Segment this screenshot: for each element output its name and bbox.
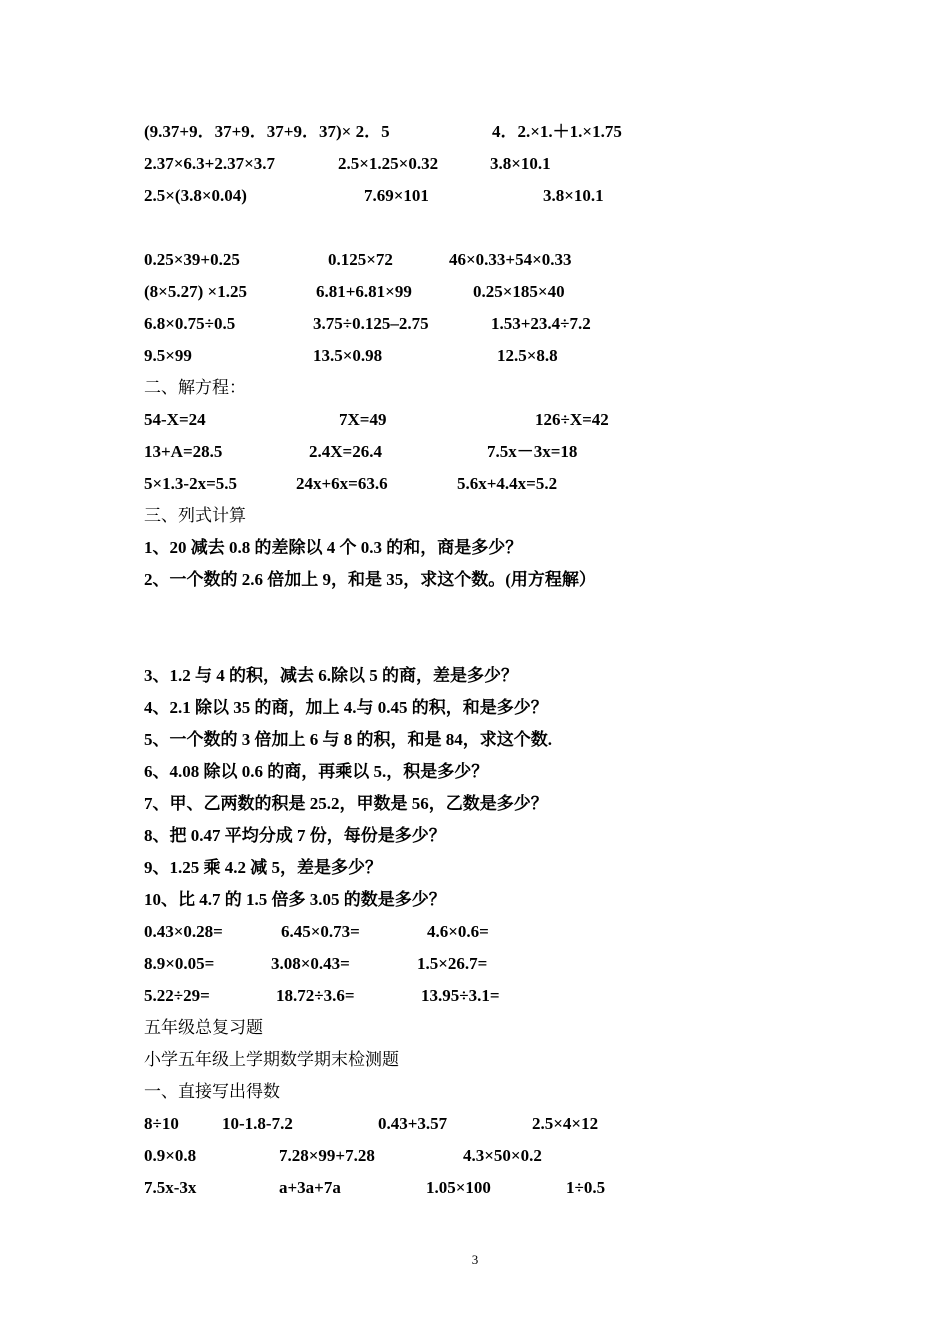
problem-line <box>0 760 950 784</box>
calc-row <box>0 184 950 208</box>
equation-item: 126÷X=42 <box>535 410 609 429</box>
vertical-item: 6.45×0.73= <box>281 922 360 941</box>
calc-item: 0.125×72 <box>328 250 393 269</box>
page-number: 3 <box>471 1252 479 1267</box>
calc-item: 4．2.×1.＋1.×1.75 <box>492 122 622 141</box>
direct-item: 0.9×0.8 <box>144 1146 197 1165</box>
problem-line <box>0 664 950 688</box>
calc-item: 6.8×0.75÷0.5 <box>144 314 236 333</box>
section-title-equations: 二、解方程： <box>144 378 246 397</box>
problem-text: 9、1.25 乘 4.2 减 5，差是多少？ <box>144 858 382 877</box>
calc-item: 6.81+6.81×99 <box>316 282 412 301</box>
problem-line <box>0 568 950 592</box>
calc-row <box>0 248 950 272</box>
direct-item: 7.28×99+7.28 <box>279 1146 375 1165</box>
calc-row <box>0 344 950 368</box>
calc-item: 0.25×185×40 <box>473 282 565 301</box>
direct-item: 0.43+3.57 <box>378 1114 448 1133</box>
vertical-row <box>0 952 950 976</box>
problem-text: 2、一个数的 2.6 倍加上 9，和是 35，求这个数。(用方程解） <box>144 570 596 589</box>
direct-row <box>0 1112 950 1136</box>
calc-item: 2.5×(3.8×0.04) <box>144 186 247 205</box>
problem-text: 8、把 0.47 平均分成 7 份，每份是多少？ <box>144 826 446 845</box>
equation-item: 13+A=28.5 <box>144 442 223 461</box>
calc-row <box>0 312 950 336</box>
direct-item: 4.3×50×0.2 <box>463 1146 542 1165</box>
problem-line <box>0 824 950 848</box>
calc-item: 9.5×99 <box>144 346 192 365</box>
problem-line <box>0 792 950 816</box>
problem-text: 1、20 减去 0.8 的差除以 4 个 0.3 的和，商是多少？ <box>144 538 523 557</box>
vertical-item: 18.72÷3.6= <box>276 986 355 1005</box>
problem-text: 4、2.1 除以 35 的商，加上 4.与 0.45 的积，和是多少？ <box>144 698 548 717</box>
equation-item: 5.6x+4.4x=5.2 <box>457 474 558 493</box>
problem-line <box>0 728 950 752</box>
problem-line <box>0 888 950 912</box>
vertical-item: 3.08×0.43= <box>271 954 350 973</box>
direct-item: 1.05×100 <box>426 1178 491 1197</box>
calc-item: 12.5×8.8 <box>497 346 558 365</box>
calc-item: 46×0.33+54×0.33 <box>449 250 572 269</box>
calc-item: 2.37×6.3+2.37×3.7 <box>144 154 276 173</box>
vertical-item: 0.43×0.28= <box>144 922 223 941</box>
calc-item: 13.5×0.98 <box>313 346 383 365</box>
vertical-row <box>0 984 950 1008</box>
calc-item: 0.25×39+0.25 <box>144 250 240 269</box>
direct-item: a+3a+7a <box>279 1178 341 1197</box>
calc-item: (9.37+9．37+9．37+9．37)× 2．5 <box>144 122 390 141</box>
problem-line <box>0 856 950 880</box>
vertical-item: 8.9×0.05= <box>144 954 215 973</box>
problem-text: 7、甲、乙两数的积是 25.2，甲数是 56，乙数是多少？ <box>144 794 548 813</box>
heading-line <box>0 1048 950 1072</box>
calc-item: 3.75÷0.125–2.75 <box>313 314 429 333</box>
direct-item: 1÷0.5 <box>566 1178 606 1197</box>
section-heading <box>0 376 950 400</box>
vertical-item: 1.5×26.7= <box>417 954 488 973</box>
calc-item: 3.8×10.1 <box>490 154 551 173</box>
exam-title: 小学五年级上学期数学期末检测题 <box>144 1050 399 1069</box>
equation-row <box>0 440 950 464</box>
calc-item: 7.69×101 <box>364 186 429 205</box>
problem-text: 10、比 4.7 的 1.5 倍多 3.05 的数是多少？ <box>144 890 446 909</box>
direct-row <box>0 1176 950 1200</box>
equation-row <box>0 408 950 432</box>
heading-line <box>0 1016 950 1040</box>
equation-item: 54-X=24 <box>144 410 206 429</box>
vertical-row <box>0 920 950 944</box>
equation-item: 7X=49 <box>339 410 387 429</box>
calc-item: 1.53+23.4÷7.2 <box>491 314 591 333</box>
vertical-item: 5.22÷29= <box>144 986 210 1005</box>
vertical-item: 4.6×0.6= <box>427 922 489 941</box>
problem-line <box>0 696 950 720</box>
direct-item: 10-1.8-7.2 <box>222 1114 293 1133</box>
equation-row <box>0 472 950 496</box>
equation-item: 7.5x－3x=18 <box>487 442 578 461</box>
direct-item: 2.5×4×12 <box>532 1114 599 1133</box>
equation-item: 2.4X=26.4 <box>309 442 382 461</box>
vertical-item: 13.95÷3.1= <box>421 986 500 1005</box>
review-title: 五年级总复习题 <box>144 1018 263 1037</box>
calc-row <box>0 120 950 144</box>
direct-item: 7.5x-3x <box>144 1178 197 1197</box>
section-title-direct: 一、直接写出得数 <box>144 1082 280 1101</box>
problem-text: 6、4.08 除以 0.6 的商，再乘以 5.，积是多少？ <box>144 762 489 781</box>
calc-row <box>0 152 950 176</box>
section-title-word-problems: 三、列式计算 <box>144 506 246 525</box>
problem-text: 3、1.2 与 4 的积，减去 6.除以 5 的商，差是多少？ <box>144 666 518 685</box>
calc-row <box>0 280 950 304</box>
section-heading <box>0 504 950 528</box>
problem-line <box>0 536 950 560</box>
equation-item: 5×1.3-2x=5.5 <box>144 474 238 493</box>
direct-item: 8÷10 <box>144 1114 179 1133</box>
problem-text: 5、一个数的 3 倍加上 6 与 8 的积，和是 84，求这个数. <box>144 730 552 749</box>
equation-item: 24x+6x=63.6 <box>296 474 388 493</box>
section-heading <box>0 1080 950 1104</box>
direct-row <box>0 1144 950 1168</box>
calc-item: 3.8×10.1 <box>543 186 604 205</box>
calc-item: (8×5.27) ×1.25 <box>144 282 247 301</box>
calc-item: 2.5×1.25×0.32 <box>338 154 439 173</box>
